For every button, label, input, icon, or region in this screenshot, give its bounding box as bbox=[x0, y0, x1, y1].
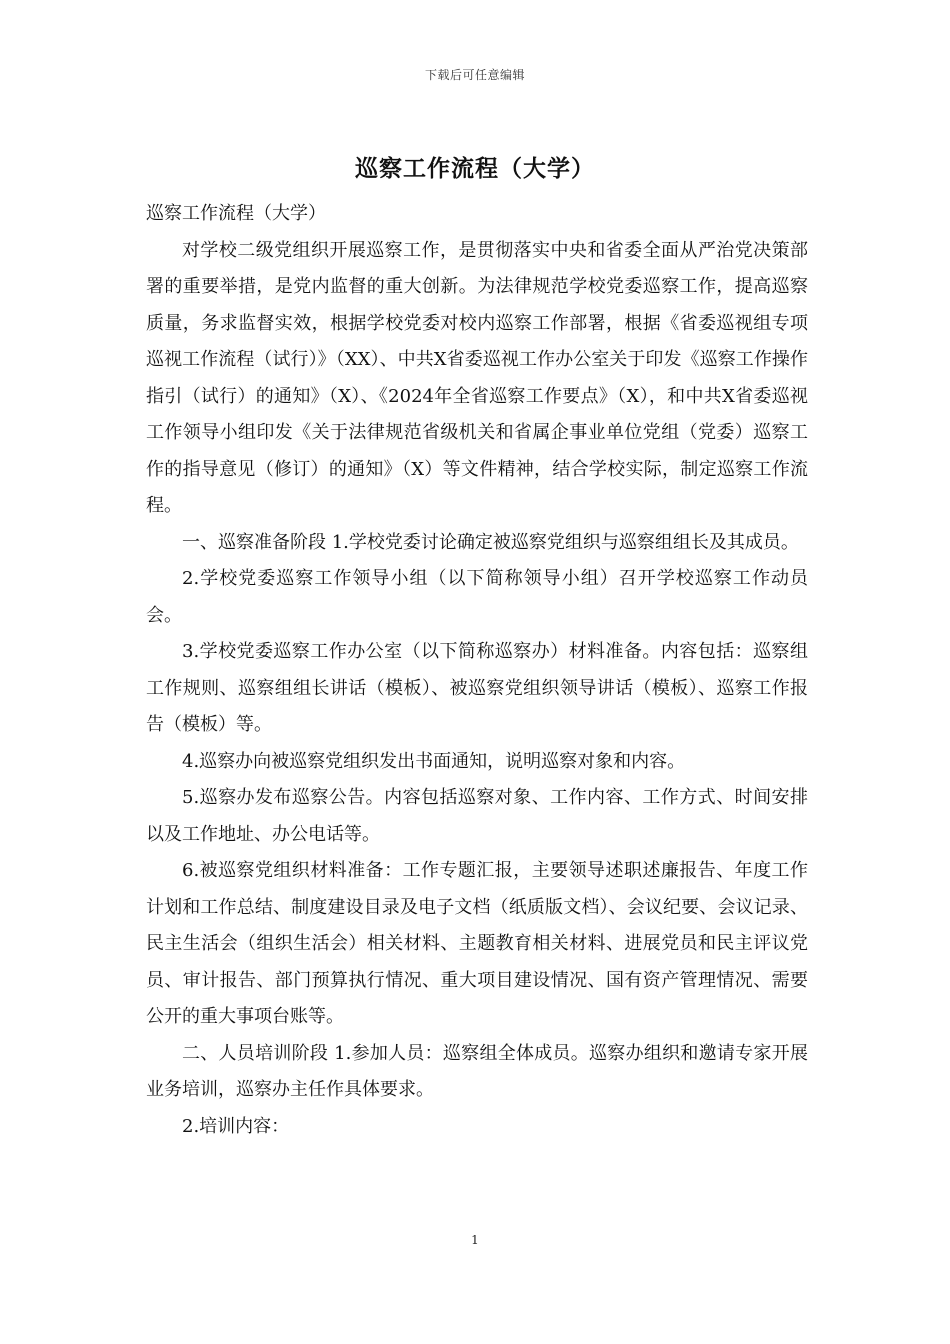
page-number: 1 bbox=[471, 1233, 479, 1247]
section-2-item-2: 2.培训内容： bbox=[182, 1115, 290, 1137]
section-1-item-3: 3.学校党委巡察工作办公室（以下简称巡察办）材料准备。内容包括：巡察组工作规则、巡察组组长讲话（模板）、被巡察党组织领导讲话（模板）、巡察工作报告（模板）等。 bbox=[146, 641, 808, 735]
section-1-item-4: 4.巡察办向被巡察党组织发出书面通知，说明巡察对象和内容。 bbox=[182, 750, 686, 772]
section-1-item-2: 2.学校党委巡察工作领导小组（以下简称领导小组）召开学校巡察工作动员会。 bbox=[146, 568, 808, 626]
section-1-item-6: 6.被巡察党组织材料准备：工作专题汇报，主要领导述职述廉报告、年度工作计划和工作总结、制度建设目录及电子文档（纸质版文档）、会议纪要、会议记录、民主生活会（组织生活会）相关材料、主题教育相关材料、进展党员和民主评议党员、审计报告、部门预算执行情况、重大项目建设情况、国有资产管理情况、需要公开的重大事项台账等。 bbox=[146, 860, 808, 1027]
subtitle-line: 巡察工作流程（大学） bbox=[146, 203, 326, 224]
section-1-item-5: 5.巡察办发布巡察公告。内容包括巡察对象、工作内容、工作方式、时间安排以及工作地址、办公电话等。 bbox=[146, 787, 808, 845]
document-title: 巡察工作流程（大学） bbox=[355, 155, 595, 182]
document-body bbox=[146, 196, 808, 1145]
intro-paragraph: 对学校二级党组织开展巡察工作，是贯彻落实中央和省委全面从严治党决策部署的重要举措，是党内监督的重大创新。为法律规范学校党委巡察工作，提高巡察质量，务求监督实效，根据学校党委对校内巡察工作部署，根据《省委巡视组专项巡视工作流程（试行）》（XX）、中共X省委巡视工作办公室关于印发《巡察工作操作指引（试行）的通知》（X）、《2024年全省巡察工作要点》（X），和中共X省委巡视工作领导小组印发《关于法律规范省级机关和省属企事业单位党组（党委）巡察工作的指导意见（修订）的通知》（X）等文件精神，结合学校实际，制定巡察工作流程。 bbox=[146, 239, 808, 516]
section-1-item-1: 一、巡察准备阶段 1.学校党委讨论确定被巡察党组织与巡察组组长及其成员。 bbox=[182, 531, 799, 553]
header-note: 下载后可任意编辑 bbox=[424, 68, 525, 82]
section-2-item-1: 二、人员培训阶段 1.参加人员：巡察组全体成员。巡察办组织和邀请专家开展业务培训，巡察办主任作具体要求。 bbox=[146, 1042, 808, 1100]
